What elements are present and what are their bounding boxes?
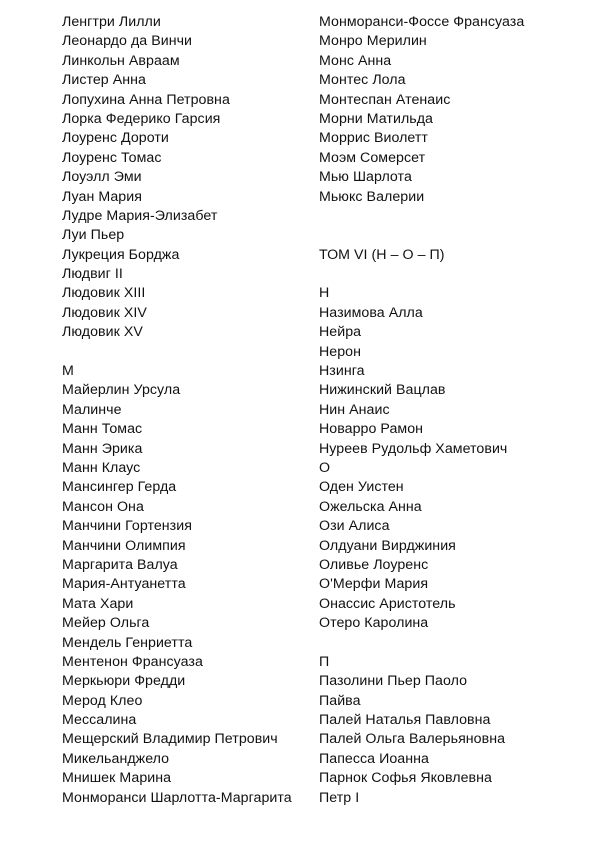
name-list-m-continued [319, 13, 579, 207]
list-item: Лудре Мария-Элизабет [62, 207, 218, 224]
list-item: Ленгтри Лилли [62, 14, 161, 30]
spacer [62, 343, 312, 362]
list-item: Микельанджело [62, 750, 170, 767]
list-item: Мансингер Герда [62, 479, 177, 496]
list-item: Манн Клаус [62, 459, 141, 476]
list-item: Линкольн Авраам [62, 52, 180, 69]
spacer [319, 265, 579, 284]
list-item: Майерлин Урсула [62, 382, 181, 399]
list-item: Назимова Алла [319, 304, 423, 321]
list-item: Оден Уистен [319, 479, 404, 496]
left-column [62, 13, 312, 808]
name-list-m [62, 381, 312, 808]
list-item: Мессалина [62, 712, 137, 729]
list-item: Отеро Каролина [319, 615, 429, 632]
list-item: Новарро Рамон [319, 421, 424, 438]
list-item: Монс Анна [319, 52, 392, 69]
list-item: Мьюкс Валерии [319, 188, 425, 205]
spacer [319, 207, 579, 226]
section-letter-p: П [319, 653, 330, 670]
list-item: Нижинский Вацлав [319, 382, 446, 399]
list-item: Мата Хари [62, 595, 134, 612]
list-item: Морни Матильда [319, 110, 433, 127]
list-item: Нуреев Рудольф Хаметович [319, 440, 508, 457]
list-item: Людвиг II [62, 266, 123, 283]
list-item: Мейер Ольга [62, 615, 150, 632]
list-item: Лоуренс Томас [62, 149, 162, 166]
list-item: Нин Анаис [319, 401, 390, 418]
list-item: Листер Анна [62, 72, 146, 89]
list-item: Монморанси Шарлотта-Маргарита [62, 789, 292, 806]
list-item: Манчини Гортензия [62, 518, 192, 535]
section-letter-n: Н [319, 285, 330, 302]
list-item: Ожельска Анна [319, 498, 422, 515]
list-item: Луан Мария [62, 188, 142, 205]
list-item: Мью Шарлота [319, 169, 412, 186]
list-item: Мерод Клео [62, 692, 143, 709]
list-item: Малинче [62, 401, 122, 418]
list-item: Мнишек Марина [62, 770, 172, 787]
list-item: Монтеспан Атенаис [319, 91, 451, 108]
list-item: Оливье Лоуренс [319, 556, 429, 573]
volume-heading: ТОМ VI (Н – О – П) [319, 246, 445, 263]
list-item: Папесса Иоанна [319, 750, 429, 767]
list-item: Лоуренс Дороти [62, 130, 169, 147]
list-item: Ози Алиса [319, 518, 390, 535]
list-item: Лоуэлл Эми [62, 169, 142, 186]
list-item: Леонардо да Винчи [62, 33, 192, 50]
list-item: Меркьюри Фредди [62, 673, 186, 690]
list-item: Пазолини Пьер Паоло [319, 673, 468, 690]
list-item: Олдуани Вирджиния [319, 537, 456, 554]
name-list-p [319, 672, 579, 808]
name-list-n [319, 304, 579, 459]
list-item: Моррис Виолетт [319, 130, 428, 147]
section-letter-o: О [319, 459, 331, 476]
list-item: Онассис Аристотель [319, 595, 456, 612]
list-item: Мария-Антуанетта [62, 576, 186, 593]
list-item: Луи Пьер [62, 227, 125, 244]
list-item: Петр I [319, 789, 360, 806]
name-list-o [319, 478, 579, 633]
list-item: Палей Наталья Павловна [319, 712, 491, 729]
list-item: Людовик XIII [62, 285, 146, 302]
list-item: Лопухина Анна Петровна [62, 91, 230, 108]
list-item: О'Мерфи Мария [319, 576, 429, 593]
list-item: Маргарита Валуа [62, 556, 178, 573]
list-item: Нейра [319, 324, 362, 341]
list-item: Мещерский Владимир Петрович [62, 731, 278, 748]
list-item: Парнок Софья Яковлевна [319, 770, 492, 787]
name-list-l [62, 13, 312, 343]
list-item: Пайва [319, 692, 361, 709]
list-item: Людовик XIV [62, 304, 147, 321]
list-item: Монморанси-Фоссе Франсуаза [319, 14, 525, 30]
list-item: Ментенон Франсуаза [62, 653, 203, 670]
right-column [319, 13, 579, 808]
list-item: Мендель Генриетта [62, 634, 193, 651]
list-item: Нзинга [319, 363, 365, 380]
section-letter-m: М [62, 363, 74, 380]
list-item: Монтес Лола [319, 72, 406, 89]
list-item: Лорка Федерико Гарсия [62, 110, 221, 127]
list-item: Манн Томас [62, 421, 143, 438]
list-item: Нерон [319, 343, 362, 360]
list-item: Палей Ольга Валерьяновна [319, 731, 506, 748]
list-item: Манн Эрика [62, 440, 143, 457]
spacer [319, 634, 579, 653]
spacer [319, 226, 579, 245]
list-item: Монро Мерилин [319, 33, 427, 50]
list-item: Лукреция Борджа [62, 246, 180, 263]
list-item: Моэм Сомерсет [319, 149, 426, 166]
list-item: Манчини Олимпия [62, 537, 186, 554]
list-item: Людовик XV [62, 324, 143, 341]
list-item: Мансон Она [62, 498, 144, 515]
